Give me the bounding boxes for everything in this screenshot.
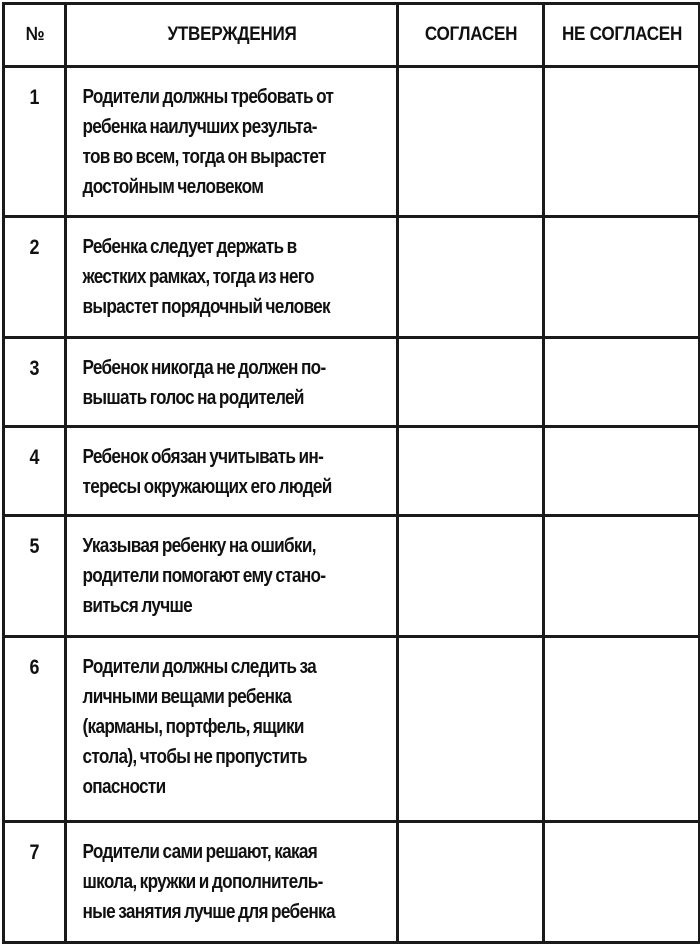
agree-cell[interactable] <box>398 516 544 637</box>
agree-cell[interactable] <box>398 427 544 516</box>
table-row <box>4 516 700 637</box>
statement-cell <box>66 427 398 516</box>
disagree-cell[interactable] <box>544 217 700 338</box>
statement-cell <box>66 217 398 338</box>
row-number: 1 <box>29 86 40 109</box>
statement-cell <box>66 67 398 217</box>
header-number: № <box>7 4 63 67</box>
row-number-cell <box>4 338 66 427</box>
statement-cell <box>66 822 398 943</box>
statement-cell <box>66 338 398 427</box>
row-number: 2 <box>29 236 40 259</box>
row-number-cell <box>4 822 66 943</box>
table-row <box>4 822 700 943</box>
agree-cell[interactable] <box>398 217 544 338</box>
agree-cell[interactable] <box>398 822 544 943</box>
statement-cell <box>66 516 398 637</box>
disagree-cell[interactable] <box>544 67 700 217</box>
table-row <box>4 67 700 217</box>
agree-cell[interactable] <box>398 67 544 217</box>
statements-table <box>2 2 700 944</box>
header-disagree: НЕ СОГЛАСЕН <box>551 4 691 67</box>
statement-text: Родители должны требовать от ребенка наилучших результа- тов во всем, тогда он вырастет достойным человеком <box>82 86 334 198</box>
statement-text: Родители сами решают, какая школа, кружки и дополнитель- ные занятия лучше для ребенка <box>82 841 335 923</box>
row-number: 6 <box>29 656 40 679</box>
row-number: 4 <box>29 446 40 469</box>
statement-cell <box>66 637 398 822</box>
table-row <box>4 637 700 822</box>
header-row <box>4 4 700 67</box>
disagree-cell[interactable] <box>544 822 700 943</box>
row-number-cell <box>4 217 66 338</box>
disagree-cell[interactable] <box>544 516 700 637</box>
disagree-cell[interactable] <box>544 427 700 516</box>
statement-text: Указывая ребенку на ошибки, родители помогают ему стано- виться лучше <box>82 535 326 617</box>
row-number-cell <box>4 427 66 516</box>
row-number: 5 <box>29 535 40 558</box>
agree-cell[interactable] <box>398 637 544 822</box>
table-row <box>4 217 700 338</box>
statement-text: Родители должны следить за личными вещами ребенка (карманы, портфель, ящики стола), чтобы не пропустить опасности <box>82 656 317 798</box>
row-number-cell <box>4 67 66 217</box>
table-row <box>4 338 700 427</box>
row-number: 3 <box>29 357 40 380</box>
header-statements: УТВЕРЖДЕНИЯ <box>82 4 381 67</box>
agree-cell[interactable] <box>398 338 544 427</box>
header-agree: СОГЛАСЕН <box>405 4 536 67</box>
table-row <box>4 427 700 516</box>
disagree-cell[interactable] <box>544 338 700 427</box>
disagree-cell[interactable] <box>544 637 700 822</box>
row-number: 7 <box>29 841 40 864</box>
statement-text: Ребенок обязан учитывать ин- тересы окружающих его людей <box>82 446 332 498</box>
statement-text: Ребенок никогда не должен по- вышать голос на родителей <box>82 357 326 409</box>
row-number-cell <box>4 516 66 637</box>
statement-text: Ребенка следует держать в жестких рамках, тогда из него вырастет порядочный человек <box>82 236 330 318</box>
row-number-cell <box>4 637 66 822</box>
